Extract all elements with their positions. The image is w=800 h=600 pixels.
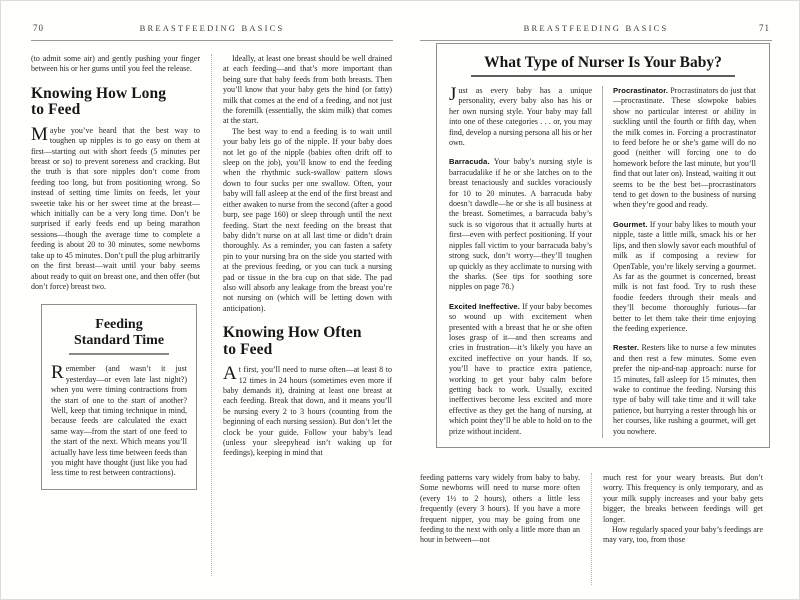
left-header-rule [31, 40, 393, 41]
nurser-text-rester: Resters like to nurse a few minutes and then rest a few minutes. Some even prefer the nip-and-nap approach: nurse for 15 minutes, fall asleep for 15 minutes, then wake to continue the feeding. Nursing this type of baby will take time and it will take patience, but hurrying a rester through his or her courses, like rushing a gourmet, will get you nowhere. [613, 343, 756, 436]
lower-paragraph-how-regularly: How regularly spaced your baby’s feedings are may vary, too, from those [603, 525, 763, 545]
nurser-label-procrastinator: Procrastinator. [613, 86, 669, 95]
right-lower-columns [420, 473, 772, 585]
right-lower-column-divider [591, 473, 592, 585]
left-column-2 [223, 54, 392, 576]
right-page-number: 71 [759, 23, 770, 33]
lower-paragraph-much-rest: much rest for your weary breasts. But don’t worry. This frequency is only temporary, and as your milk supply increases and your baby gets bigger, the breaks between feedings will get longer. [603, 473, 763, 524]
nurser-label-rester: Rester. [613, 343, 640, 353]
nurser-box-title-rule [471, 75, 736, 77]
paragraph-how-long-text: aybe you’ve heard that the best way to toughen up nipples is to go easy on them at first—starting out with short feeds (5 minutes per breast or so) to prevent soreness and cracking. But the truth is that sore nipples don’t come from feeding too long, but from positioning wrong. So instead of setting time limits on feeds, let your sweetie take his or her sweet time at the breast—which initially can be a very long time. Don’t be surprised if early feeds end up being marathon sessions—though the average time to complete a feeding is about 20 to 30 minutes, some newborns take up to 45 minutes. Don’t pull the plug arbitrarily on the first breast—wait until your baby seems about ready to quit on breast one, and then offer (but don’t force) breast two. [31, 125, 200, 291]
dropcap-m: M [31, 123, 48, 145]
feeding-box-body [51, 364, 187, 478]
continuation-paragraph: (to admit some air) and gently pushing your finger between his or her gums until you feel the release. [31, 54, 200, 74]
dropcap-j: J [449, 86, 457, 105]
right-lower-column-2 [603, 473, 763, 585]
left-page-number: 70 [33, 23, 44, 33]
nurser-entry-gourmet [613, 220, 756, 334]
right-page-header [420, 23, 772, 36]
dropcap-a: A [223, 363, 237, 385]
nurser-box-title: What Type of Nurser Is Your Baby? [484, 54, 722, 71]
nurser-box-column-2 [613, 86, 756, 438]
nurser-box-column-1 [449, 86, 592, 438]
running-head-right: BREASTFEEDING BASICS [523, 23, 669, 33]
feeding-standard-time-box [41, 304, 197, 489]
left-columns [31, 54, 393, 576]
page-right [420, 23, 772, 595]
paragraph-best-way-to-end: The best way to end a feeding is to wait until your baby lets go of the nipple. If your baby does not let go of the nipple (babies often drift off to sleep on the job), you’ll know to end the feeding when the rhythmic suck-swallow pattern slows down to four sucks per one swallow. Often, your baby will fall asleep at the end of the first breast and either awaken to nurse from the second (after a good burp, see page 160) or sleep through until the next feeding. Start the next feeding on the breast that baby didn’t nurse on at all last time or didn’t drain thoroughly. As a reminder, you can fasten a safety pin to your nursing bra on the side you started with at the previous feeding, or you can tuck a nursing pad or tissue in the bra cup on that side. The pad also will absorb any leakage from the breast you’re not nursing on (which will be letting down with anticipation). [223, 126, 392, 313]
nurser-text-gourmet: If your baby likes to mouth your nipple, taste a little milk, smack his or her lips, and then slowly savor each mouthful of milk as if composing a review for OpenTable, you’re likely serving a gourmet. As far as the gourmet is concerned, breast milk is not fast food. Try to rush these foodie feeders through their meals and they’ll become thoroughly furious—far better to let them take their time enjoying the feeding experience. [613, 219, 756, 333]
nurser-entry-rester [613, 343, 756, 437]
nurser-intro-text: ust as every baby has a unique personality, every baby also has his or her own nursing style. Your baby may fall into one of these categories . . . or, you may find, develop a nursing persona all his or her own. [449, 86, 592, 148]
page-left [31, 23, 393, 595]
right-lower-column-1 [420, 473, 580, 585]
right-header-rule [420, 40, 772, 41]
paragraph-how-often-text: t first, you’ll need to nurse often—at least 8 to 12 times in 24 hours (sometimes even more if baby demands it), draining at least one breast at each feeding. Break that down, and it means you’ll be nursing every 2 to 3 hours (counting from the beginning of each nursing session). But don’t let the clock be your guide. Follow your baby’s lead (unless your sleepyhead isn’t waking up for feedings), keeping in mind that [223, 365, 392, 458]
dropcap-r: R [51, 362, 64, 384]
paragraph-ideally: Ideally, at least one breast should be well drained at each feeding—and that’s more important than being sure that baby feeds from both breasts. Then you’ll know that your baby gets the hind (or fatty) milk that comes at the end of a feeding, and not just the foremilk (essentially, the skim milk) that comes at the start. [223, 54, 392, 126]
paragraph-how-often [223, 365, 392, 459]
nurser-entry-procrastinator [613, 86, 756, 211]
nurser-box-column-divider [602, 86, 603, 438]
feeding-box-title-rule [69, 353, 170, 355]
heading-knowing-how-often: Knowing How Often to Feed [223, 324, 362, 358]
nurser-label-gourmet: Gourmet. [613, 219, 648, 229]
nurser-intro [449, 86, 592, 148]
running-head-left: BREASTFEEDING BASICS [139, 23, 285, 33]
paragraph-how-long [31, 123, 200, 293]
nurser-text-excited-ineffective: If your baby becomes so wound up with excitement when presented with a breast that he or she often loses grasp of it—and then screams and cries in frustration—it’s likely you have an excited ineffective on your hands. If so, you’ll have to practice extra patience, working to get your baby calm before getting back to work. Usually, excited ineffectives become less excited and more effective as they get the hang of nursing, at which point they’ll be able to hold on to the prize without incident. [449, 301, 592, 436]
left-column-1 [31, 54, 200, 576]
left-page-header [31, 23, 393, 36]
lower-paragraph-feeding-patterns: feeding patterns vary widely from baby to baby. Some newborns will need to nurse more often (every 1½ to 2 hours), others a little less frequently (every 3 hours). If you have a more frequent nipper, you may be going from one feeding to the next with only a little more than an hour in between—not [420, 473, 580, 545]
nurser-text-procrastinator: Procrastinators do just that—procrastinate. These slowpoke babies show no particular interest or ability in suckling until the fourth or fifth day, when the milk comes in. Forcing a procrastinator to feed before he or she’s game will do no good (neither will forcing one to do homework before the last minute, but you’ll find that out later on). Instead, waiting it out seems to be the best bet—procrastinators tend to get down to the business of nursing when they’re good and ready. [613, 86, 756, 210]
nurser-entry-excited-ineffective [449, 302, 592, 437]
nurser-text-barracuda: Your baby’s nursing style is barracudalike if he or she latches on to the breast tenaciously and suckles voraciously for 10 to 20 minutes. A barracuda baby doesn’t dawdle—he or she is all business at the breast. Sometimes, a barracuda baby’s suck is so vigorous that it actually hurts at first—even with perfect positioning. If your nipples fall victim to your barracuda baby’s strong suck, don’t worry—they’ll toughen up quickly as they acclimate to nursing with the sharks. (See tips for soothing sore nipples on page 78.) [449, 157, 592, 292]
nurser-label-barracuda: Barracuda. [449, 157, 490, 167]
feeding-box-body-text: emember (and wasn’t it just yesterday—or even late last night?) when you were timing contractions from the start of one to the start of another? Well, keep that timing technique in mind, because feeds are calculated the exact same way—from the start of one feed to the start of the next. Which means you’ll actually have less time between feeds than you might have thought (just like you had less time to rest between contractions). [51, 364, 187, 478]
nurser-entry-barracuda [449, 157, 592, 292]
left-column-divider [211, 54, 212, 576]
heading-knowing-how-long: Knowing How Long to Feed [31, 84, 167, 119]
nurser-label-excited-ineffective: Excited Ineffective. [449, 301, 520, 311]
feeding-box-title: Feeding Standard Time [73, 317, 165, 348]
nurser-type-box [436, 43, 770, 448]
nurser-box-columns [449, 86, 757, 438]
